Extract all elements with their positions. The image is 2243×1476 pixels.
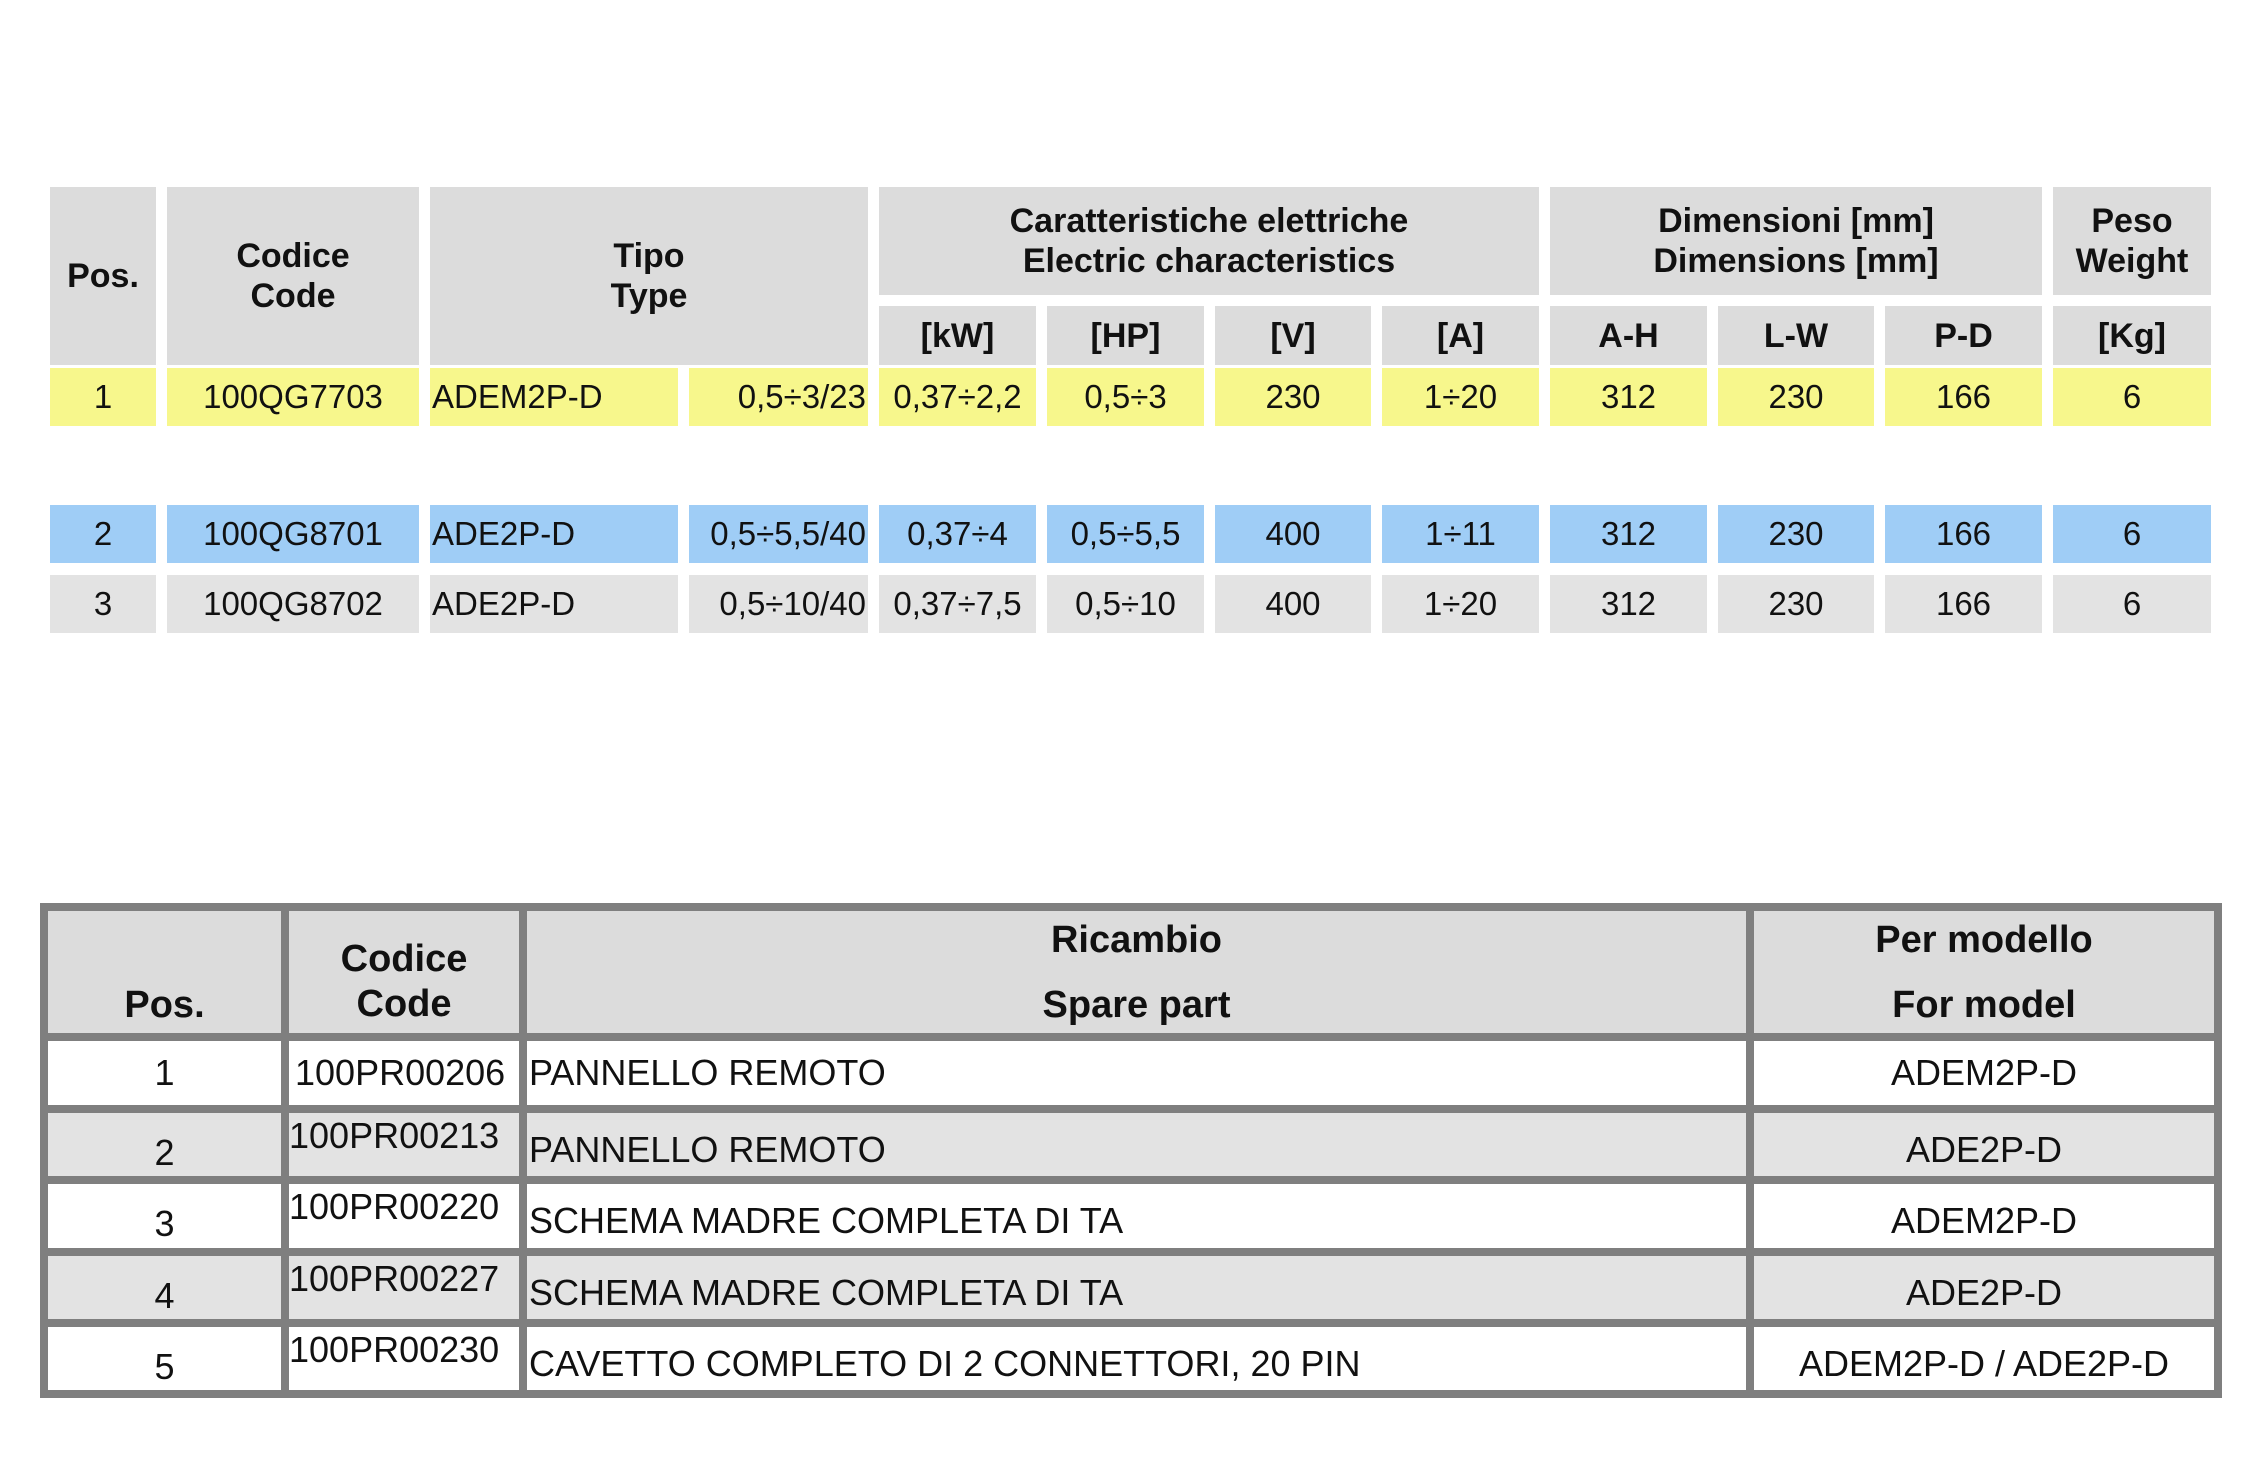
row3-pos: 3 (50, 575, 156, 633)
row2-range: 0,5÷5,5/40 (689, 505, 868, 563)
spare-header-model-it: Per modello (1875, 919, 2093, 961)
spare-header-part-it: Ricambio (1050, 919, 1223, 961)
spare-row1-desc: PANNELLO REMOTO (527, 1041, 1746, 1105)
spare-row3-desc: SCHEMA MADRE COMPLETA DI TA (527, 1184, 1746, 1248)
spare-row5-model: ADEM2P-D / ADE2P-D (1754, 1327, 2214, 1390)
spare-header-code-en: Code (356, 983, 452, 1025)
spare-header-pos (48, 911, 281, 1033)
row2-a: 1÷11 (1382, 505, 1539, 563)
row3-lw: 230 (1718, 575, 1874, 633)
header-code-it: Codice (236, 237, 350, 275)
subheader-kw: [kW] (879, 306, 1036, 365)
header-weight-en: Weight (2075, 242, 2189, 280)
spare-row2-pos: 2 (48, 1113, 281, 1176)
row1-kg: 6 (2053, 368, 2211, 426)
header-pos (50, 187, 156, 365)
row2-lw: 230 (1718, 505, 1874, 563)
spare-row4-desc: SCHEMA MADRE COMPLETA DI TA (527, 1256, 1746, 1319)
header-dimensions-it: Dimensioni [mm] (1658, 202, 1934, 240)
header-electric-en: Electric characteristics (1022, 242, 1396, 280)
header-dimensions (1550, 187, 2042, 295)
row1-hp: 0,5÷3 (1047, 368, 1204, 426)
row1-pos: 1 (50, 368, 156, 426)
row3-hp: 0,5÷10 (1047, 575, 1204, 633)
header-type (430, 187, 868, 365)
spare-header-code (289, 911, 519, 1033)
header-weight-it: Peso (2091, 202, 2173, 240)
spare-header-part (527, 911, 1746, 1033)
row1-v: 230 (1215, 368, 1371, 426)
spare-header-model-en: For model (1892, 984, 2076, 1026)
row2-hp: 0,5÷5,5 (1047, 505, 1204, 563)
spare-row5-desc: CAVETTO COMPLETO DI 2 CONNETTORI, 20 PIN (527, 1327, 1746, 1390)
row1-lw: 230 (1718, 368, 1874, 426)
spare-header-model (1754, 911, 2214, 1033)
header-code-en: Code (250, 277, 336, 315)
subheader-lw: L-W (1718, 306, 1874, 365)
spare-row1-pos: 1 (48, 1041, 281, 1105)
row1-kw: 0,37÷2,2 (879, 368, 1036, 426)
row3-code: 100QG8702 (167, 575, 419, 633)
subheader-v: [V] (1215, 306, 1371, 365)
row3-type: ADE2P-D (430, 575, 678, 633)
row2-kg: 6 (2053, 505, 2211, 563)
row3-pd: 166 (1885, 575, 2042, 633)
spare-row4-pos: 4 (48, 1256, 281, 1319)
spare-row4-model: ADE2P-D (1754, 1256, 2214, 1319)
header-electric (879, 187, 1539, 295)
row2-v: 400 (1215, 505, 1371, 563)
header-type-en: Type (610, 277, 688, 315)
spare-row5-pos: 5 (48, 1327, 281, 1390)
row2-ah: 312 (1550, 505, 1707, 563)
subheader-pd: P-D (1885, 306, 2042, 365)
row2-pd: 166 (1885, 505, 2042, 563)
row2-kw: 0,37÷4 (879, 505, 1036, 563)
row3-v: 400 (1215, 575, 1371, 633)
row3-kw: 0,37÷7,5 (879, 575, 1036, 633)
subheader-kg: [Kg] (2053, 306, 2211, 365)
row1-a: 1÷20 (1382, 368, 1539, 426)
spare-row3-code: 100PR00220 (289, 1184, 519, 1248)
spare-parts-table (40, 903, 2222, 1398)
spare-row4-code: 100PR00227 (289, 1256, 519, 1319)
header-code (167, 187, 419, 365)
spare-row2-code: 100PR00213 (289, 1113, 519, 1176)
header-electric-it: Caratteristiche elettriche (1009, 202, 1409, 240)
row1-pd: 166 (1885, 368, 2042, 426)
header-type-it: Tipo (613, 237, 685, 275)
subheader-a: [A] (1382, 306, 1539, 365)
subheader-ah: A-H (1550, 306, 1707, 365)
spare-row3-pos: 3 (48, 1184, 281, 1248)
row1-range: 0,5÷3/23 (689, 368, 868, 426)
spare-row1-model: ADEM2P-D (1754, 1041, 2214, 1105)
spare-row3-model: ADEM2P-D (1754, 1184, 2214, 1248)
spare-row5-code: 100PR00230 (289, 1327, 519, 1390)
row1-type: ADEM2P-D (430, 368, 678, 426)
row3-range: 0,5÷10/40 (689, 575, 868, 633)
spare-header-pos-label: Pos. (124, 984, 205, 1026)
row3-ah: 312 (1550, 575, 1707, 633)
spare-row2-desc: PANNELLO REMOTO (527, 1113, 1746, 1176)
row1-code: 100QG7703 (167, 368, 419, 426)
spare-row1-code: 100PR00206 (289, 1041, 519, 1105)
header-pos-label: Pos. (67, 257, 139, 295)
row2-pos: 2 (50, 505, 156, 563)
row3-kg: 6 (2053, 575, 2211, 633)
row1-ah: 312 (1550, 368, 1707, 426)
row3-a: 1÷20 (1382, 575, 1539, 633)
row2-type: ADE2P-D (430, 505, 678, 563)
row2-code: 100QG8701 (167, 505, 419, 563)
spare-row2-model: ADE2P-D (1754, 1113, 2214, 1176)
subheader-hp: [HP] (1047, 306, 1204, 365)
header-weight (2053, 187, 2211, 295)
header-dimensions-en: Dimensions [mm] (1653, 242, 1939, 280)
spare-header-part-en: Spare part (1042, 984, 1231, 1026)
spare-header-code-it: Codice (340, 938, 468, 980)
